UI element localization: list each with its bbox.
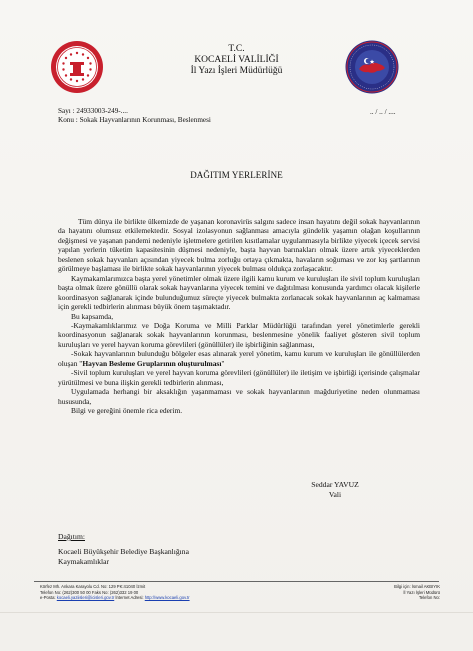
footer-online bbox=[40, 595, 190, 601]
ministry-seal-icon bbox=[50, 40, 104, 94]
department-line: İl Yazı İşleri Müdürlüğü bbox=[190, 66, 283, 76]
reference-number: Sayı : 24933003-249-.... bbox=[58, 107, 128, 115]
signatory-name: Seddar YAVUZ bbox=[311, 480, 359, 489]
kocaeli-valiligi-seal-icon bbox=[345, 40, 399, 94]
footer-divider bbox=[34, 581, 439, 582]
info-contact: Bilgi için: İsmail AKBIYIK bbox=[394, 584, 440, 589]
signature-block bbox=[300, 480, 370, 500]
paragraph-8: Bilgi ve gereğini önemle rica ederim. bbox=[71, 406, 183, 416]
footer-contact bbox=[40, 584, 190, 601]
country-line: T.C. bbox=[228, 44, 245, 54]
paragraph-2: Kaymakamlarımızca başta yerel yönetimler olmak üzere ilgili kamu kurum ve kuruluşları ile sivil toplum kuruluşları başta olmak üzere gönüllü olarak sokak hayvanlarına yiyecek temini ve dağıtılması konusunda yardımcı olacak kişilerle koordinasyon sağlanarak içinde bulunduğumuz süreçte yiyecek bulmakta zorlanacak sokak hayvanlarının aç kalmaması için gerekli tedbirlerin alınması büyük önem taşımaktadır. bbox=[58, 273, 420, 312]
website-link[interactable]: http://www.kocaeli.gov.tr bbox=[144, 595, 190, 601]
recipient-heading: DAĞITIM YERLERİNE bbox=[190, 170, 283, 180]
distribution-label: Dağıtım: bbox=[58, 532, 85, 541]
info-role: İl Yazı İşleri Müdürü bbox=[403, 589, 440, 595]
document-date: .. / .. / .... bbox=[370, 108, 396, 116]
governorship-line: KOCAELİ VALİLİĞİ bbox=[194, 55, 279, 65]
paragraph-6: -Sivil toplum kuruluşları ve yerel hayvan koruma görevlileri (gönüllüler) ile iletişim ve işbirliği içerisinde çalışmalar yürütülmesi ve buna ilişkin gerekli tedbirlerin alınması, bbox=[58, 368, 420, 387]
signatory-title: Vali bbox=[328, 490, 342, 499]
email-label: e-Posta: bbox=[40, 595, 57, 601]
footer-info bbox=[360, 584, 440, 601]
distribution-item: Kaymakamlıklar bbox=[58, 557, 110, 566]
letterhead bbox=[140, 44, 333, 77]
paragraph-3: Bu kapsamda, bbox=[71, 311, 114, 321]
paragraph-4: -Kaymakamlıklarımız ve Doğa Koruma ve Milli Parklar Müdürlüğü tarafından yerel yönetimlerle gerekli koordinasyonun sağlanarak sokak hayvanlarının korunması, beslenmesine yönelik faaliyet gösteren sivil toplum kuruluşları ve yerel hayvan koruma görevlileri (gönüllüler) ile işbirliğinin sağlanması, bbox=[58, 320, 420, 349]
footer-phone: Telefon No: (262)300 50 00 Faks No: (262)332 19 00 bbox=[40, 589, 139, 595]
email-link[interactable]: kocaeli.yaziisleri@icisleri.gov.tr bbox=[56, 595, 115, 601]
paragraph-5-quote: " bbox=[221, 358, 225, 368]
footer-address: Körfez Mh. Ankara Karayolu Cd. No: 129 PK:41040 İzmit bbox=[40, 584, 146, 589]
paper-fold-line bbox=[0, 612, 473, 613]
distribution-list bbox=[58, 532, 189, 568]
subject-line: Konu : Sokak Hayvanlarının Korunması, Beslenmesi bbox=[58, 116, 211, 124]
paragraph-1: Tüm dünya ile birlikte ülkemizde de yaşanan koronavirüs salgını sadece insan hayatını değil sokak hayvanlarının da hayatını olumsuz etkilemektedir. Sosyal izolasyonun sağlanması amacıyla gündelik yaşamın olağan koşullarının değişmesi ve yaşanan pandemi nedeniyle işletmelere getirilen kısıtlamalar uygulanmasıyla birlikte yiyecek içecek servisi yapılan yerlerin tüketim kapasitesinin düşmesi nedeniyle, başta hayvan barınakları olmak üzere artık yiyeceklerden beslenen sokak hayvanları açısından yiyecek bulma zorluğu ortaya çıkmakta, havaların soğuması ve zor kış şartlarının görülmeye başlaması ile birlikte sokak hayvanlarının yiyecek bulması oldukça zorlaşacaktır. bbox=[58, 217, 420, 274]
paragraph-5 bbox=[58, 349, 420, 368]
web-label: İnternet Adresi: bbox=[114, 595, 145, 601]
paragraph-5-text: -Sokak hayvanlarının bulunduğu bölgeler esas alınarak yerel yönetim, kamu kurum ve kuruluşları ile gönüllülerden oluşan " bbox=[58, 349, 420, 368]
paragraph-7: Uygulamada herhangi bir aksaklığın yaşanmaması ve sokak hayvanlarının mağduriyetine neden olunmaması hususunda, bbox=[58, 387, 420, 406]
paragraph-5-bold: Hayvan Besleme Gruplarının oluşturulması bbox=[82, 358, 222, 368]
info-phone: Telefon No: bbox=[418, 595, 440, 601]
letter-body bbox=[58, 217, 420, 416]
distribution-item: Kocaeli Büyükşehir Belediye Başkanlığına bbox=[58, 546, 189, 556]
